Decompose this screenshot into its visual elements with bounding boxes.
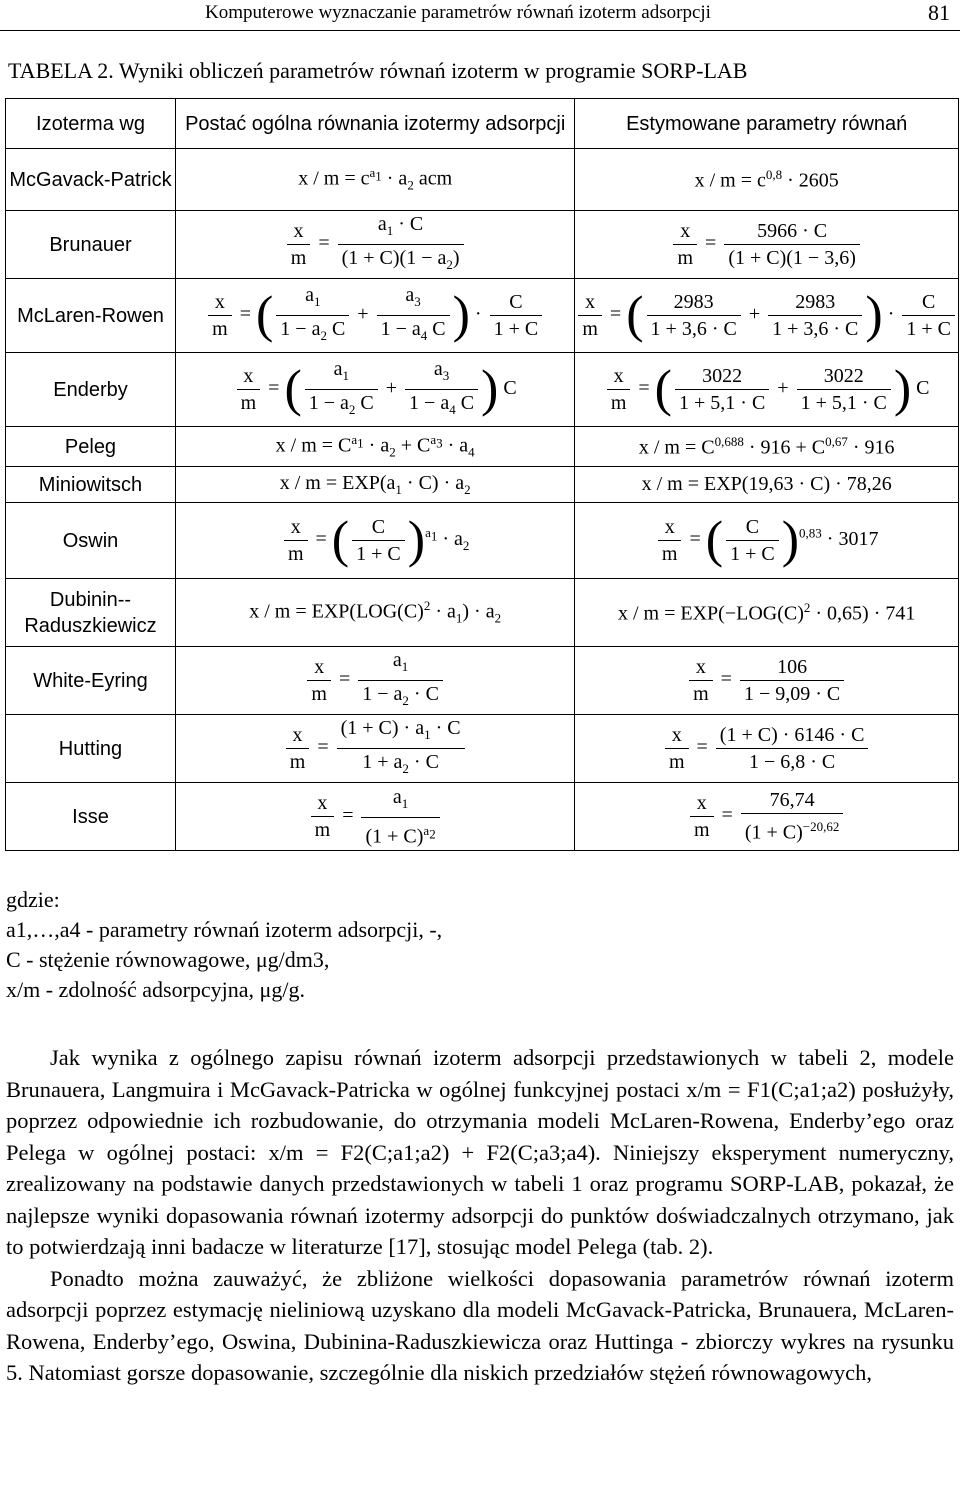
general-equation: $\frac{x}{m}$ = $\frac{a_1 \cdot C}{(1 + C)(1 - a_2)}$ [175, 211, 574, 279]
general-equation: $x / m = EXP(a_1 \cdot C) \cdot a_2$ [175, 467, 574, 503]
legend-line: C - stężenie równowagowe, μg/dm3, [6, 947, 330, 972]
col-header-general-form: Postać ogólna równania izotermy adsorpcji [175, 99, 574, 149]
table-header-row [6, 99, 959, 149]
estimated-equation: $\frac{x}{m}$ = $\frac{(1 + C) \cdot 6146 \cdot C}{1 - 6,8 \cdot C}$ [575, 715, 959, 783]
general-equation: $x / m = EXP(LOG(C)^2 \cdot a_1) \cdot a_2$ [175, 579, 574, 647]
estimated-equation: x / m = C$^{0,688}$ · 916 + C$^{0,67}$ · 916 [575, 427, 959, 467]
legend-line: x/m - zdolność adsorpcyjna, μg/g. [6, 977, 305, 1002]
page-number: 81 [928, 0, 950, 25]
running-header [0, 0, 960, 31]
legend-intro: gdzie: [6, 887, 60, 912]
general-equation: $x / m = C^{a_1} \cdot a_2 + C^{a_3} \cdot a_4$ [175, 427, 574, 467]
isotherm-name: Peleg [6, 427, 176, 467]
table-row [6, 149, 959, 211]
estimated-equation: $\frac{x}{m}$ = ( $\frac{C}{1 + C}$ )$^{0,83}$ · 3017 [575, 503, 959, 579]
estimated-equation: x / m = EXP(19,63 · C) · 78,26 [575, 467, 959, 503]
estimated-equation: $\frac{x}{m}$ = $\frac{106}{1 - 9,09 \cdot C}$ [575, 647, 959, 715]
col-header-estimated: Estymowane parametry równań [575, 99, 959, 149]
isotherm-name: McGavack-Patrick [6, 149, 176, 211]
general-equation: $\frac{x}{m}$ = $\frac{a_1}{1 - a_2 \cdot C}$ [175, 647, 574, 715]
legend-line: a1,…,a4 - parametry równań izoterm adsorpcji, -, [6, 917, 443, 942]
estimated-equation: $\frac{x}{m}$ = $\frac{76,74}{(1 + C)^{-20,62}}$ [575, 783, 959, 851]
col-header-isotherm: Izoterma wg [6, 99, 176, 149]
general-equation: $x / m = c^{a_1} \cdot a_2$ acm [175, 149, 574, 211]
general-equation: $\frac{x}{m}$ = ( $\frac{C}{1 + C}$ )$^{a_1} \cdot a_2$ [175, 503, 574, 579]
table-row [6, 579, 959, 647]
isotherm-name: Brunauer [6, 211, 176, 279]
general-equation: $\frac{x}{m}$ = ( $\frac{a_1}{1 - a_2 C}$ + $\frac{a_3}{1 - a_4 C}$ ) · $\frac{C}{1 + C}$ [175, 279, 574, 353]
estimated-equation: $\frac{x}{m}$ = $\frac{5966 \cdot C}{(1 + C)(1 - 3,6)}$ [575, 211, 959, 279]
isotherm-name: Enderby [6, 353, 176, 427]
results-table [5, 98, 959, 851]
table-legend [6, 885, 442, 1005]
body-text [6, 1042, 954, 1389]
isotherm-name: Oswin [6, 503, 176, 579]
table-row [6, 503, 959, 579]
general-equation: $\frac{x}{m}$ = ( $\frac{a_1}{1 - a_2 C}$ + $\frac{a_3}{1 - a_4 C}$ ) C [175, 353, 574, 427]
table-row [6, 467, 959, 503]
table-row [6, 647, 959, 715]
general-equation: $\frac{x}{m}$ = $\frac{a_1}{(1 + C)^{a_2}}$ [175, 783, 574, 851]
general-equation: $\frac{x}{m}$ = $\frac{(1 + C) \cdot a_1 \cdot C}{1 + a_2 \cdot C}$ [175, 715, 574, 783]
table-row [6, 353, 959, 427]
paragraph: Jak wynika z ogólnego zapisu równań izoterm adsorpcji przedstawionych w tabeli 2, modele Brunauera, Langmuira i McGavack-Patricka w ogólnej funkcyjnej postaci x/m = F1(C;a1;a2) posłużyły, poprzez odpowiednie ich rozbudowanie, do otrzymania modeli McLaren-Rowena, Enderby’ego oraz Pelega w ogólnej postaci: x/m = F2(C;a1;a2) + F2(C;a3;a4). Niniejszy eksperyment numeryczny, zrealizowany na podstawie danych przedstawionych w tabeli 1 oraz programu SORP-LAB, pokazał, że najlepsze wyniki dopasowania równań izotermy adsorpcji do punktów doświadczalnych otrzymano, jak to potwierdzają inni badacze w literaturze [17], stosując model Pelega (tab. 2). [6, 1045, 954, 1259]
isotherm-name: McLaren-Rowen [6, 279, 176, 353]
estimated-equation: $x / m = EXP(-LOG(C)^2 \cdot 0,65) \cdot 741$ [575, 579, 959, 647]
table-caption: TABELA 2. Wyniki obliczeń parametrów równań izoterm w programie SORP-LAB [8, 58, 748, 83]
paragraph: Ponadto można zauważyć, że zbliżone wielkości dopasowania parametrów równań izoterm adsorpcji poprzez estymację nieliniową uzyskano dla modeli McGavack-Patricka, Brunauera, McLaren-Rowena, Enderby’ego, Oswina, Dubinina-Raduszkiewicza oraz Huttinga - zbiorczy wykres na rysunku 5. Natomiast gorsze dopasowanie, szczególnie dla niskich przedziałów stężeń równowagowych, [6, 1265, 954, 1385]
isotherm-name: Dubinin--Raduszkiewicz [6, 579, 176, 647]
estimated-equation: $\frac{x}{m}$ = ( $\frac{3022}{1 + 5,1 \cdot C}$ + $\frac{3022}{1 + 5,1 \cdot C}$ ) C [575, 353, 959, 427]
isotherm-name: Hutting [6, 715, 176, 783]
isotherm-name: White-Eyring [6, 647, 176, 715]
table-row [6, 279, 959, 353]
table-row [6, 427, 959, 467]
table-row [6, 715, 959, 783]
table-row [6, 211, 959, 279]
isotherm-name: Miniowitsch [6, 467, 176, 503]
estimated-equation: $x / m = c^{0,8} \cdot 2605$ [575, 149, 959, 211]
running-title: Komputerowe wyznaczanie parametrów równań izoterm adsorpcji [205, 2, 711, 23]
estimated-equation: $\frac{x}{m}$ = ( $\frac{2983}{1 + 3,6 \cdot C}$ + $\frac{2983}{1 + 3,6 \cdot C}$ ) · $\frac{C}{1 + C}$ [575, 279, 959, 353]
table-row [6, 783, 959, 851]
isotherm-name: Isse [6, 783, 176, 851]
